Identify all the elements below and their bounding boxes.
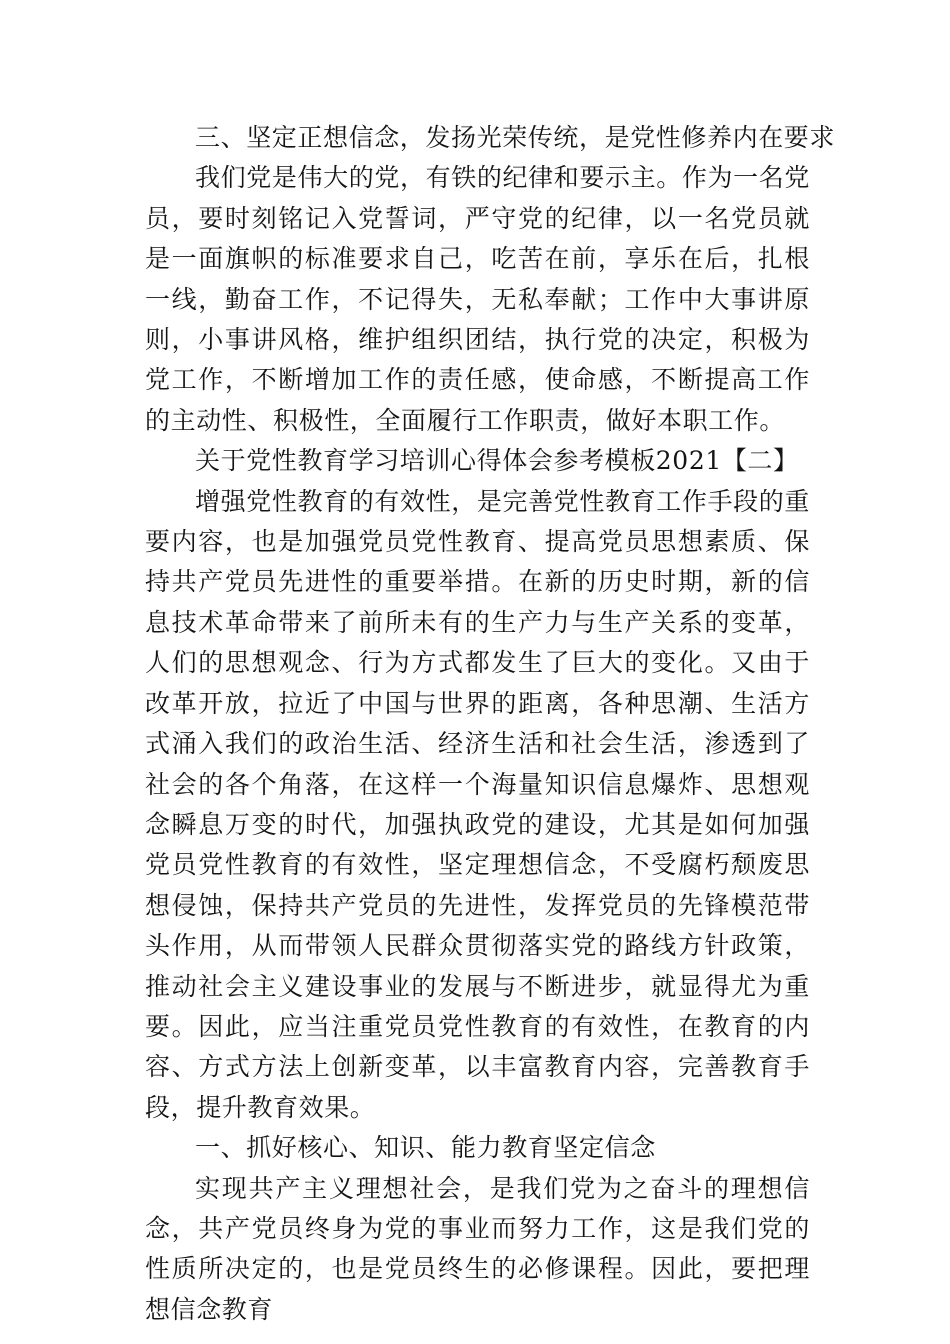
section-heading-3: 三、坚定正想信念，发扬光荣传统，是党性修养内在要求: [195, 123, 836, 152]
paragraph-ideals: 实现共产主义理想社会，是我们党为之奋斗的理想信念，共产党员终身为党的事业而努力工作，这是我们党的性质所决定的，也是党员终生的必修课程。因此，要把理想信念教育: [145, 1173, 810, 1324]
article-title-2: 关于党性教育学习培训心得体会参考模板2021【二】: [195, 446, 799, 476]
paragraph-discipline: 我们党是伟大的党，有铁的纪律和要示主。作为一名党员，要时刻铭记入党誓词，严守党的纪律，以一名党员就是一面旗帜的标准要求自己，吃苦在前，享乐在后，扎根一线，勤奋工作，不记得失，无私奉献；工作中大事讲原则，小事讲风格，维护组织团结，执行党的决定，积极为党工作，不断增加工作的责任感，使命感，不断提高工作的主动性、积极性，全面履行工作职责，做好本职工作。: [145, 163, 810, 435]
section-heading-1: 一、抓好核心、知识、能力教育坚定信念: [195, 1133, 656, 1163]
paragraph-effectiveness: 增强党性教育的有效性，是完善党性教育工作手段的重要内容，也是加强党员党性教育、提高党员思想素质、保持共产党员先进性的重要举措。在新的历史时期，新的信息技术革命带来了前所未有的生产力与生产关系的变革，人们的思想观念、行为方式都发生了巨大的变化。又由于改革开放，拉近了中国与世界的距离，各种思潮、生活方式涌入我们的政治生活、经济生活和社会生活，渗透到了社会的各个角落，在这样一个海量知识信息爆炸、思想观念瞬息万变的时代，加强执政党的建设，尤其是如何加强党员党性教育的有效性，坚定理想信念，不受腐朽颓废思想侵蚀，保持共产党员的先进性，发挥党员的先锋模范带头作用，从而带领人民群众贯彻落实党的路线方针政策，推动社会主义建设事业的发展与不断进步，就显得尤为重要。因此，应当注重党员党性教育的有效性，在教育的内容、方式方法上创新变革，以丰富教育内容，完善教育手段，提升教育效果。: [145, 486, 810, 1122]
document-body: [145, 118, 836, 1330]
